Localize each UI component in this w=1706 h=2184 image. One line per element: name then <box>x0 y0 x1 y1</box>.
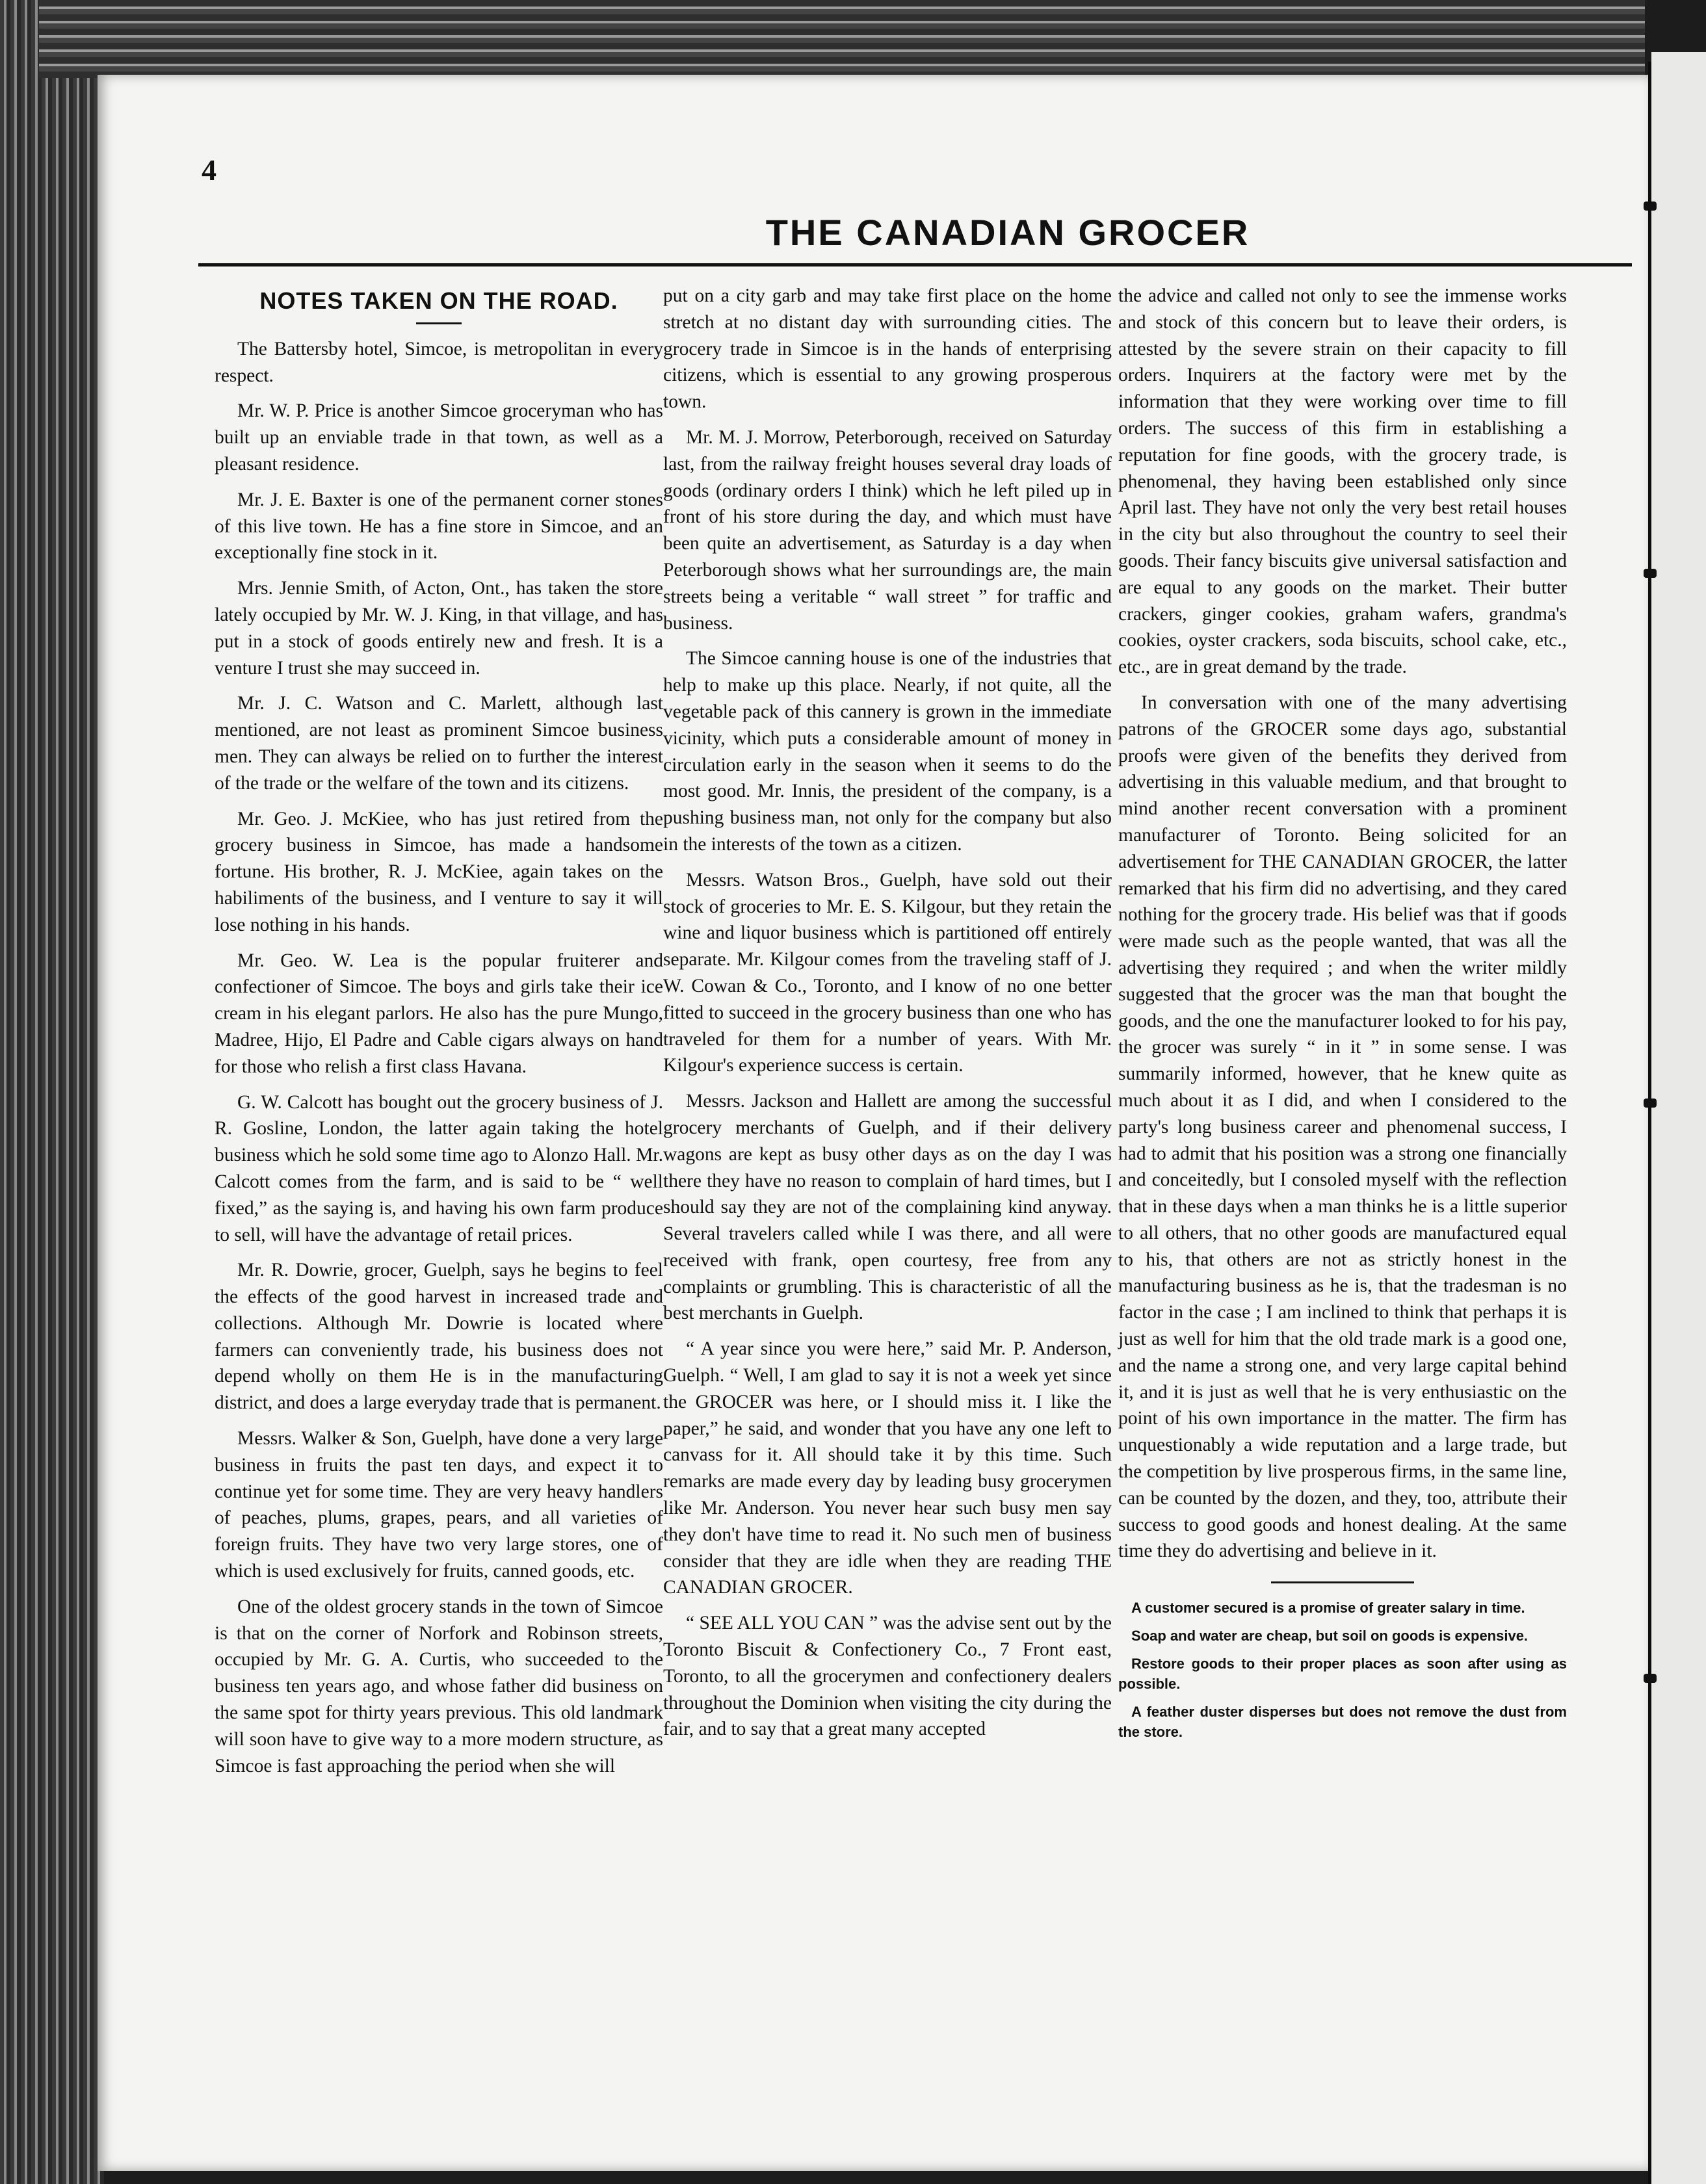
binding-mark <box>1644 1674 1657 1683</box>
paragraph: The Battersby hotel, Simcoe, is metropolitan in every respect. <box>215 338 663 386</box>
paragraph: In conversation with one of the many advertising patrons of the GROCER some days ago, substantial proofs were given of the benefits they derived from advertising in this valuable medium, and that brought to mind another recent conversation with a prominent manufacturer of Toronto. Being solicited for an advertisement for THE CANADIAN GROCER, the latter remarked that his firm did no advertising, and they cared nothing for the grocery trade. His belief was that if goods were made such as the people wanted, that was all the advertising they required ; and when the writer mildly suggested that the grocer was the man that bought the goods, and the one the manufacturer looked to for his pay, the grocer was surely “ in it ” in some sense. I was summarily informed, however, that he knew quite as much about it as I did, and when I considered to the party's long business career and phenomenal success, I had to admit that his position was a strong one financially and conceitedly, but I consoled myself with the reflection that in these days when a man thinks he is a little superior to all others, that no other goods are manufactured equal to his, that others are not as strictly honest in the manufacturing business as he is, that the tradesman is no factor in the case ; I am inclined to think that perhaps it is just as well for him that the old trade mark is a good one, and the name a strong one, and very large capital behind it, and it is just as well that he is very enthusiastic on the point of his own importance in the matter. The firm has unquestionably a wide reputation and a large trade, but the competition by live prosperous firms, in the same line, can be counted by the dozen, and they, too, attribute their success to good goods and honest dealing. At the same time they do advertising and believe in it. <box>1118 692 1567 1562</box>
filler-rule <box>1271 1581 1414 1583</box>
title-rule <box>416 322 462 324</box>
filler-note: A customer secured is a promise of greater salary in time. <box>1131 1600 1525 1617</box>
newspaper-page <box>98 75 1648 2171</box>
paragraph: Mr. M. J. Morrow, Peterborough, received on Saturday last, from the railway freight houses several dray loads of goods (ordinary orders I think) which he left piled up in front of his store during the day, and which must have been quite an advertisement, as Saturday is a day when Peterborough shows what her surroundings are, the main streets being a veritable “ wall street ” for traffic and business. <box>663 426 1112 634</box>
facing-page-strip <box>1651 52 1706 2184</box>
column-2 <box>663 283 1112 1752</box>
paragraph: G. W. Calcott has bought out the grocery business of J. R. Gosline, London, the latter again taking the hotel business which he sold some time ago to Alonzo Hall. Mr. Calcott comes from the farm, and is said to be “ well fixed,” as the saying is, and having his own farm produce to sell, will have the advantage of retail prices. <box>215 1091 663 1245</box>
column-1 <box>215 283 663 1788</box>
paragraph: Messrs. Watson Bros., Guelph, have sold out their stock of groceries to Mr. E. S. Kilgour, but they retain the wine and liquor business which is partitioned off entirely separate. Mr. Kilgour comes from the traveling staff of J. W. Cowan & Co., Toronto, and I know of no one better fitted to succeed in the grocery business than one who has traveled for them for a number of years. With Mr. Kilgour's experience success is certain. <box>663 869 1112 1076</box>
filler-note: A feather duster disperses but does not remove the dust from the store. <box>1118 1704 1567 1741</box>
paragraph: Mr. J. C. Watson and C. Marlett, although last mentioned, are not least as prominent Simcoe business men. They can always be relied on to further the interest of the trade or the welfare of the town and its citizens. <box>215 693 663 794</box>
paragraph: Mr. W. P. Price is another Simcoe groceryman who has built up an enviable trade in that town, as well as a pleasant residence. <box>215 400 663 474</box>
paragraph: Messrs. Walker & Son, Guelph, have done a very large business in fruits the past ten days, and expect it to continue yet for some time. They are very heavy handlers of peaches, plums, grapes, pears, and all varieties of foreign fruits. They have two very large stores, one of which is used exclusively for fruits, canned goods, etc. <box>215 1428 663 1582</box>
header-rule <box>198 263 1632 266</box>
paragraph: Mr. Geo. W. Lea is the popular fruiterer and confectioner of Simcoe. The boys and girls take their ice cream in his elegant parlors. He also has the pure Mungo, Madree, Hijo, El Padre and Cable cigars always on hand for those who relish a first class Havana. <box>215 950 663 1077</box>
paragraph: Mr. J. E. Baxter is one of the permanent corner stones of this live town. He has a fine store in Simcoe, and an exceptionally fine stock in it. <box>215 489 663 564</box>
page-binding-rule <box>1648 62 1651 2184</box>
paragraph: Messrs. Jackson and Hallett are among the successful grocery merchants of Guelph, and if their delivery wagons are kept as busy other days as on the day I was there they have no reason to complain of hard times, but I should say they are not of the complaining kind anyway. Several travelers called while I was there, and all were received with frank, open courtesy, free from any complaints or grumbling. This is characteristic of all the best merchants in Guelph. <box>663 1091 1112 1324</box>
paragraph: put on a city garb and may take first place on the home stretch at no distant day with surrounding cities. The grocery trade in Simcoe is in the hands of enterprising citizens, which is essential to any growing prosperous town. <box>663 285 1112 413</box>
article-title: NOTES TAKEN ON THE ROAD. <box>259 287 618 314</box>
paragraph: The Simcoe canning house is one of the industries that help to make up this place. Nearly, if not quite, all the vegetable pack of this cannery is grown in the immediate vicinity, which puts a considerable amount of money in circulation early in the season when it seems to do the most good. Mr. Innis, the president of the company, is a pushing business man, not only for the company but also in the interests of the town as a citizen. <box>663 648 1112 855</box>
book-page-edges <box>0 0 104 2184</box>
filler-note: Soap and water are cheap, but soil on goods is expensive. <box>1131 1628 1529 1644</box>
paragraph: “ A year since you were here,” said Mr. P. Anderson, Guelph. “ Well, I am glad to say it is not a week yet since the GROCER was here, or I should miss it. I like the paper,” he said, and wonder that you have any one left to canvass for it. All should take it by this time. Such remarks are made every day by leading busy grocerymen like Mr. Anderson. You never hear such busy men say they don't have time to read it. No such men of business consider that they are idle when they are reading THE CANADIAN GROCER. <box>663 1338 1112 1598</box>
paragraph: One of the oldest grocery stands in the town of Simcoe is that on the corner of Norfork and Robinson streets, occupied by Mr. G. A. Curtis, who succeeded to the business ten years ago, and whose father did business on the same spot for thirty years previous. This old landmark will soon have to give way to a more modern structure, as Simcoe is fast approaching the period when she will <box>215 1596 663 1776</box>
masthead-title: THE CANADIAN GROCER <box>765 212 1250 253</box>
paragraph: “ SEE ALL YOU CAN ” was the advise sent out by the Toronto Biscuit & Confectionery Co., 7 Front east, Toronto, to all the grocerymen and confectionery dealers throughout the Dominion when visiting the city during the fair, and to say that a great many accepted <box>663 1613 1112 1740</box>
column-3 <box>1118 283 1567 1750</box>
binding-mark <box>1644 569 1657 578</box>
binding-mark <box>1644 202 1657 211</box>
paragraph: Mr. R. Dowrie, grocer, Guelph, says he begins to feel the effects of the good harvest in increased trade and collections. Although Mr. Dowrie is located where farmers can conveniently trade, his business does not depend wholly on them He is in the manufacturing district, and does a large everyday trade that is permanent. <box>215 1260 663 1414</box>
book-top-edges <box>39 0 1645 78</box>
filler-note: Restore goods to their proper places as soon after using as possible. <box>1118 1656 1567 1693</box>
paragraph: Mr. Geo. J. McKiee, who has just retired from the grocery business in Simcoe, has made a handsome fortune. His brother, R. J. McKiee, again takes on the habiliments of the business, and I venture to say it will lose nothing in his hands. <box>215 808 663 935</box>
page-number: 4 <box>202 153 217 187</box>
paragraph: the advice and called not only to see the immense works and stock of this concern but to leave their orders, is attested by the severe strain on their capacity to fill orders. Inquirers at the factory were met by the information that they were working over time to fill orders. The success of this firm in establishing a reputation for fine goods, with the grocery trade, is phenomenal, they having been established only since April last. They have not only the very best retail houses in the city but also throughout the country to seel their goods. Their fancy biscuits give universal satisfaction and are equal to any goods on the market. Their butter crackers, ginger cookies, graham wafers, grandma's cookies, oyster crackers, soda biscuits, school cake, etc., etc., are in great demand by the trade. <box>1118 285 1567 678</box>
paragraph: Mrs. Jennie Smith, of Acton, Ont., has taken the store lately occupied by Mr. W. J. King, in that village, and has put in a stock of goods entirely new and fresh. It is a venture I trust she may succeed in. <box>215 578 663 679</box>
binding-mark <box>1644 1098 1657 1108</box>
